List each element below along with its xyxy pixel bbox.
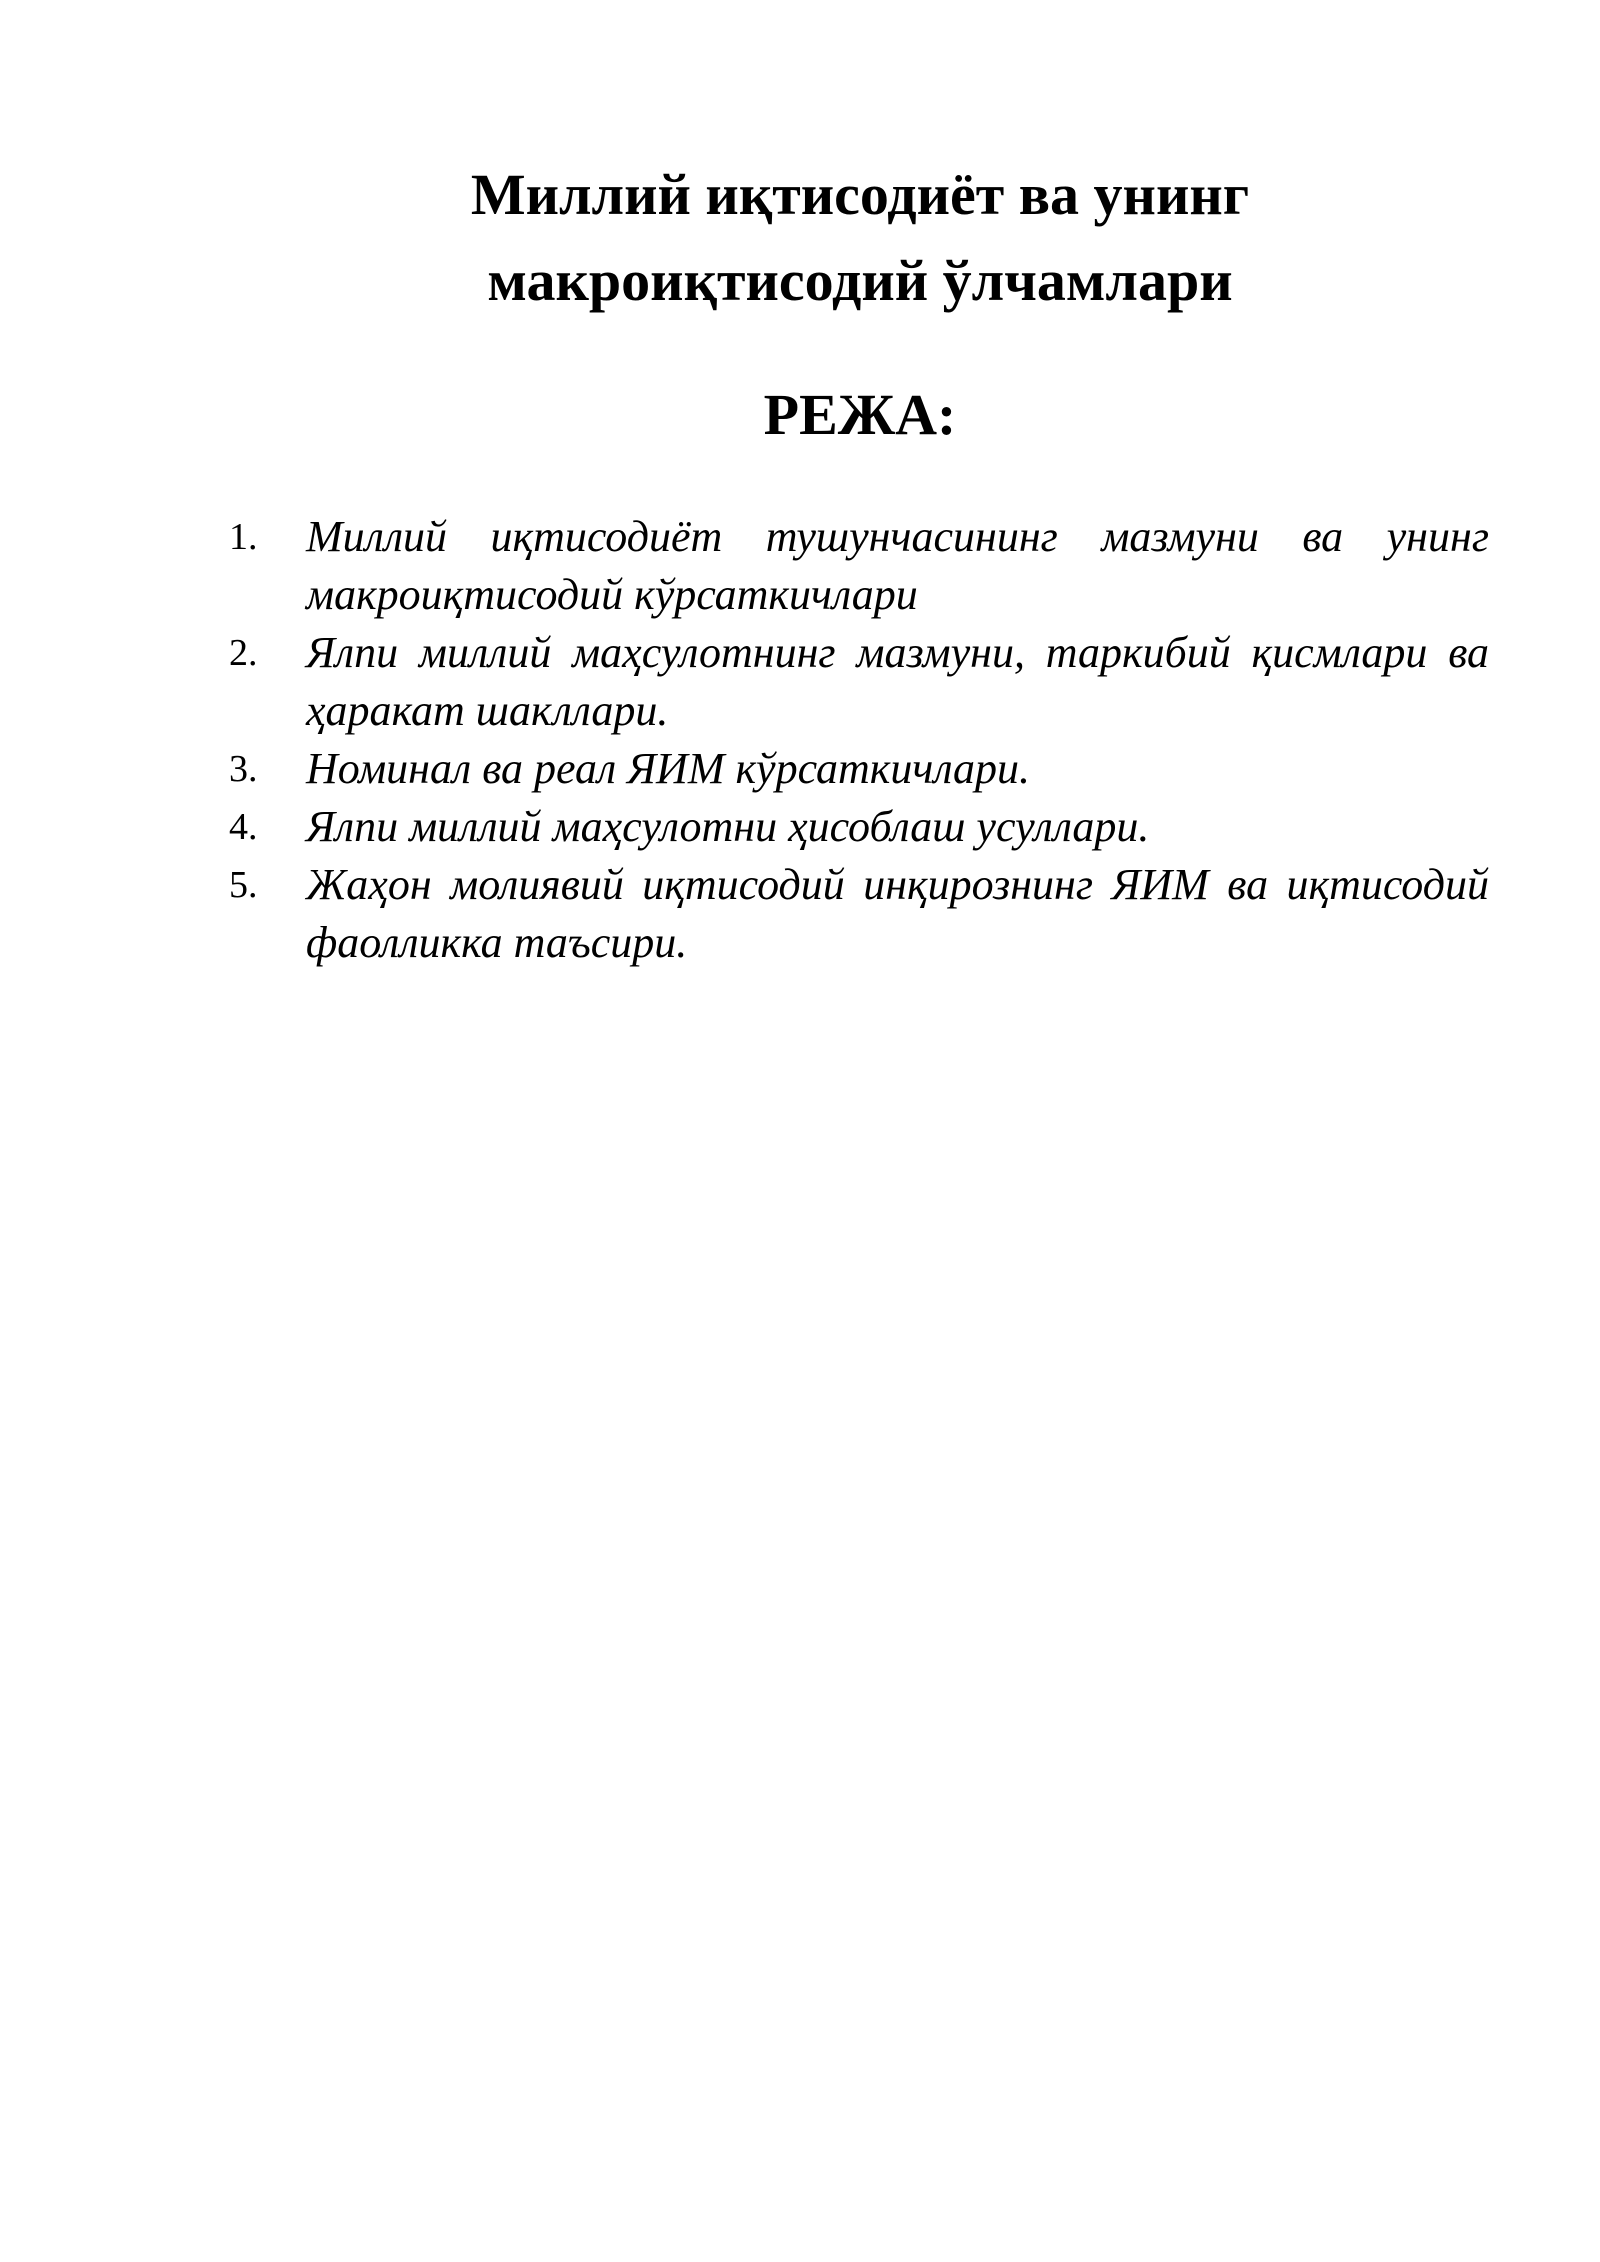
plan-item-number: 1. [229, 516, 258, 558]
plan-item-text: Ялпи миллий маҳсулотни ҳисоблаш усуллари. [306, 802, 1150, 851]
plan-item-number: 4. [229, 806, 258, 848]
plan-item-2 [0, 624, 1600, 740]
plan-item-text: Ялпи миллий маҳсулотнинг мазмуни, таркибий қисмлари ва ҳаракат шакллари. [306, 628, 1489, 735]
plan-item-number: 3. [229, 748, 258, 790]
plan-item-text: Жаҳон молиявий иқтисодий инқирознинг ЯИМ ва иқтисодий фаолликка таъсири. [306, 860, 1489, 967]
plan-item-5 [0, 856, 1600, 972]
plan-item-text: Миллий иқтисодиёт тушунчасининг мазмуни ва унинг макроиқтисодий кўрсаткичлари [306, 512, 1489, 619]
document-title-line-2: макроиқтисодий ўлчамлари [487, 248, 1233, 313]
plan-item-number: 2. [229, 632, 258, 674]
plan-list [0, 508, 1600, 972]
plan-item-text: Номинал ва реал ЯИМ кўрсаткичлари. [306, 744, 1031, 793]
document-title [300, 152, 1420, 324]
plan-item-3 [0, 740, 1600, 798]
plan-item-4 [0, 798, 1600, 856]
document-title-line-1: Миллий иқтисодиёт ва унинг [470, 162, 1250, 227]
plan-item-number: 5. [229, 864, 258, 906]
plan-heading: РЕЖА: [763, 382, 957, 447]
plan-item-1 [0, 508, 1600, 624]
